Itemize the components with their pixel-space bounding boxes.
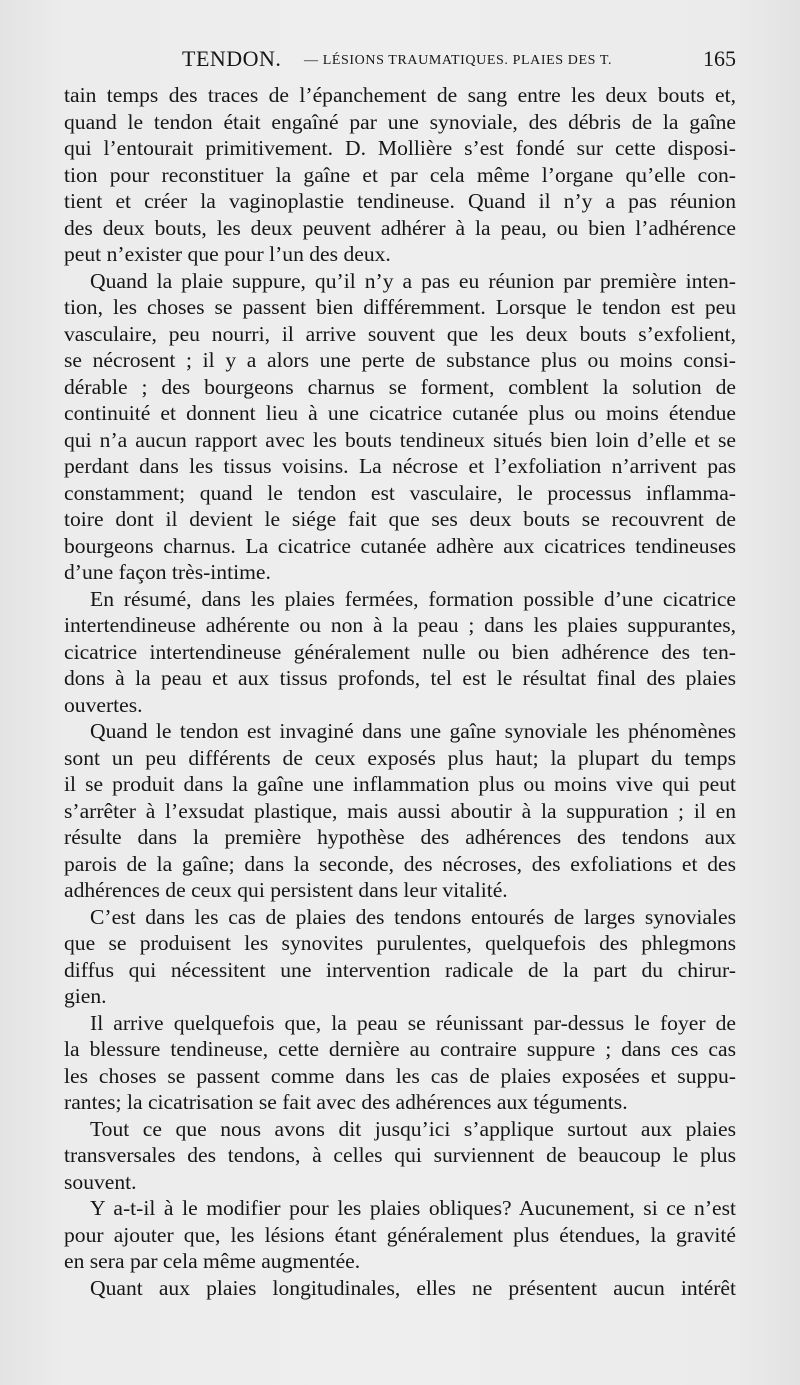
text-line: tion, les choses se passent bien différemment. Lorsque le tendon est peu <box>64 295 736 319</box>
text-line: les choses se passent comme dans les cas de plaies exposées et suppu- <box>64 1063 736 1088</box>
page-number: 165 <box>703 46 736 71</box>
text-line: En résumé, dans les plaies fermées, formation possible d’une cicatrice <box>90 586 736 611</box>
text-line: tion pour reconstituer la gaîne et par cela même l’organe qu’elle con- <box>64 162 736 187</box>
text-line: dérable ; des bourgeons charnus se forment, comblent la solution de <box>64 374 736 399</box>
text-line: continuité et donnent lieu à une cicatrice cutanée plus ou moins étendue <box>64 401 736 425</box>
text-line: constamment; quand le tendon est vasculaire, le processus inflamma- <box>64 480 736 505</box>
text-line: qui l’entourait primitivement. D. Mollière s’est fondé sur cette disposi- <box>64 136 736 160</box>
text-line: quand le tendon était engaîné par une synoviale, des débris de la gaîne <box>64 109 736 134</box>
text-line: dons à la peau et aux tissus profonds, tel est le résultat final des plaies <box>64 666 736 690</box>
text-line: peut n’exister que pour l’un des deux. <box>64 242 391 266</box>
text-line: s’arrêter à l’exsudat plastique, mais aussi aboutir à la suppuration ; il en <box>64 798 736 823</box>
text-line: adhérences de ceux qui persistent dans leur vitalité. <box>64 878 508 902</box>
text-line: bourgeons charnus. La cicatrice cutanée adhère aux cicatrices tendineuses <box>64 533 736 558</box>
text-line: tient et créer la vaginoplastie tendineuse. Quand il n’y a pas réunion <box>64 189 736 213</box>
text-line: perdant dans les tissus voisins. La nécrose et l’exfoliation n’arrivent pas <box>64 454 736 478</box>
text-line: ouvertes. <box>64 692 143 717</box>
text-line: Quand la plaie suppure, qu’il n’y a pas eu réunion par première inten- <box>90 268 736 293</box>
header-subtitle: — LÉSIONS TRAUMATIQUES. PLAIES DES T. <box>304 53 613 68</box>
text-line: résulte dans la première hypothèse des adhérences des tendons aux <box>64 825 736 849</box>
text-line: la blessure tendineuse, cette dernière au contraire suppure ; dans ces cas <box>64 1037 736 1061</box>
text-line: sont un peu différents de ceux exposés plus haut; la plupart du temps <box>64 745 736 770</box>
text-line: Tout ce que nous avons dit jusqu’ici s’applique surtout aux plaies <box>90 1116 736 1141</box>
text-line: Quant aux plaies longitudinales, elles ne présentent aucun intérêt <box>90 1275 736 1300</box>
text-line: cicatrice intertendineuse généralement nulle ou bien adhérence des ten- <box>64 639 736 664</box>
text-line: toire dont il devient le siége fait que ses deux bouts se recouvrent de <box>64 507 736 531</box>
text-line: se nécrosent ; il y a alors une perte de substance plus ou moins consi- <box>64 348 736 372</box>
text-line: il se produit dans la gaîne une inflammation plus ou moins vive qui peut <box>64 772 736 796</box>
text-line: vasculaire, peu nourri, il arrive souvent que les deux bouts s’exfolient, <box>64 321 736 346</box>
text-line: pour ajouter que, les lésions étant généralement plus étendues, la gravité <box>64 1222 736 1247</box>
text-line: des deux bouts, les deux peuvent adhérer à la peau, ou bien l’adhérence <box>64 215 736 240</box>
text-line: gien. <box>64 984 107 1008</box>
header-title: TENDON. <box>182 46 282 71</box>
text-line: que se produisent les synovites purulentes, quelquefois des phlegmons <box>64 931 736 955</box>
body-text <box>64 82 736 1301</box>
text-line: parois de la gaîne; dans la seconde, des nécroses, des exfoliations et des <box>64 851 736 876</box>
text-line: Y a-t-il à le modifier pour les plaies obliques? Aucunement, si ce n’est <box>90 1196 736 1220</box>
text-line: d’une façon très-intime. <box>64 560 271 584</box>
running-header <box>64 44 736 76</box>
text-line: intertendineuse adhérente ou non à la peau ; dans les plaies suppurantes, <box>64 613 736 637</box>
text-line: Quand le tendon est invaginé dans une gaîne synoviale les phénomènes <box>90 719 736 743</box>
text-line: tain temps des traces de l’épanchement de sang entre les deux bouts et, <box>64 83 736 107</box>
text-line: diffus qui nécessitent une intervention radicale de la part du chirur- <box>64 957 736 982</box>
text-line: qui n’a aucun rapport avec les bouts tendineux situés bien loin d’elle et se <box>64 427 736 452</box>
text-line: C’est dans les cas de plaies des tendons entourés de larges synoviales <box>90 904 736 929</box>
text-line: rantes; la cicatrisation se fait avec des adhérences aux téguments. <box>64 1090 628 1114</box>
text-line: Il arrive quelquefois que, la peau se réunissant par-dessus le foyer de <box>90 1010 736 1035</box>
text-line: transversales des tendons, à celles qui surviennent de beaucoup le plus <box>64 1143 736 1167</box>
text-line: en sera par cela même augmentée. <box>64 1249 361 1273</box>
text-line: souvent. <box>64 1169 137 1194</box>
